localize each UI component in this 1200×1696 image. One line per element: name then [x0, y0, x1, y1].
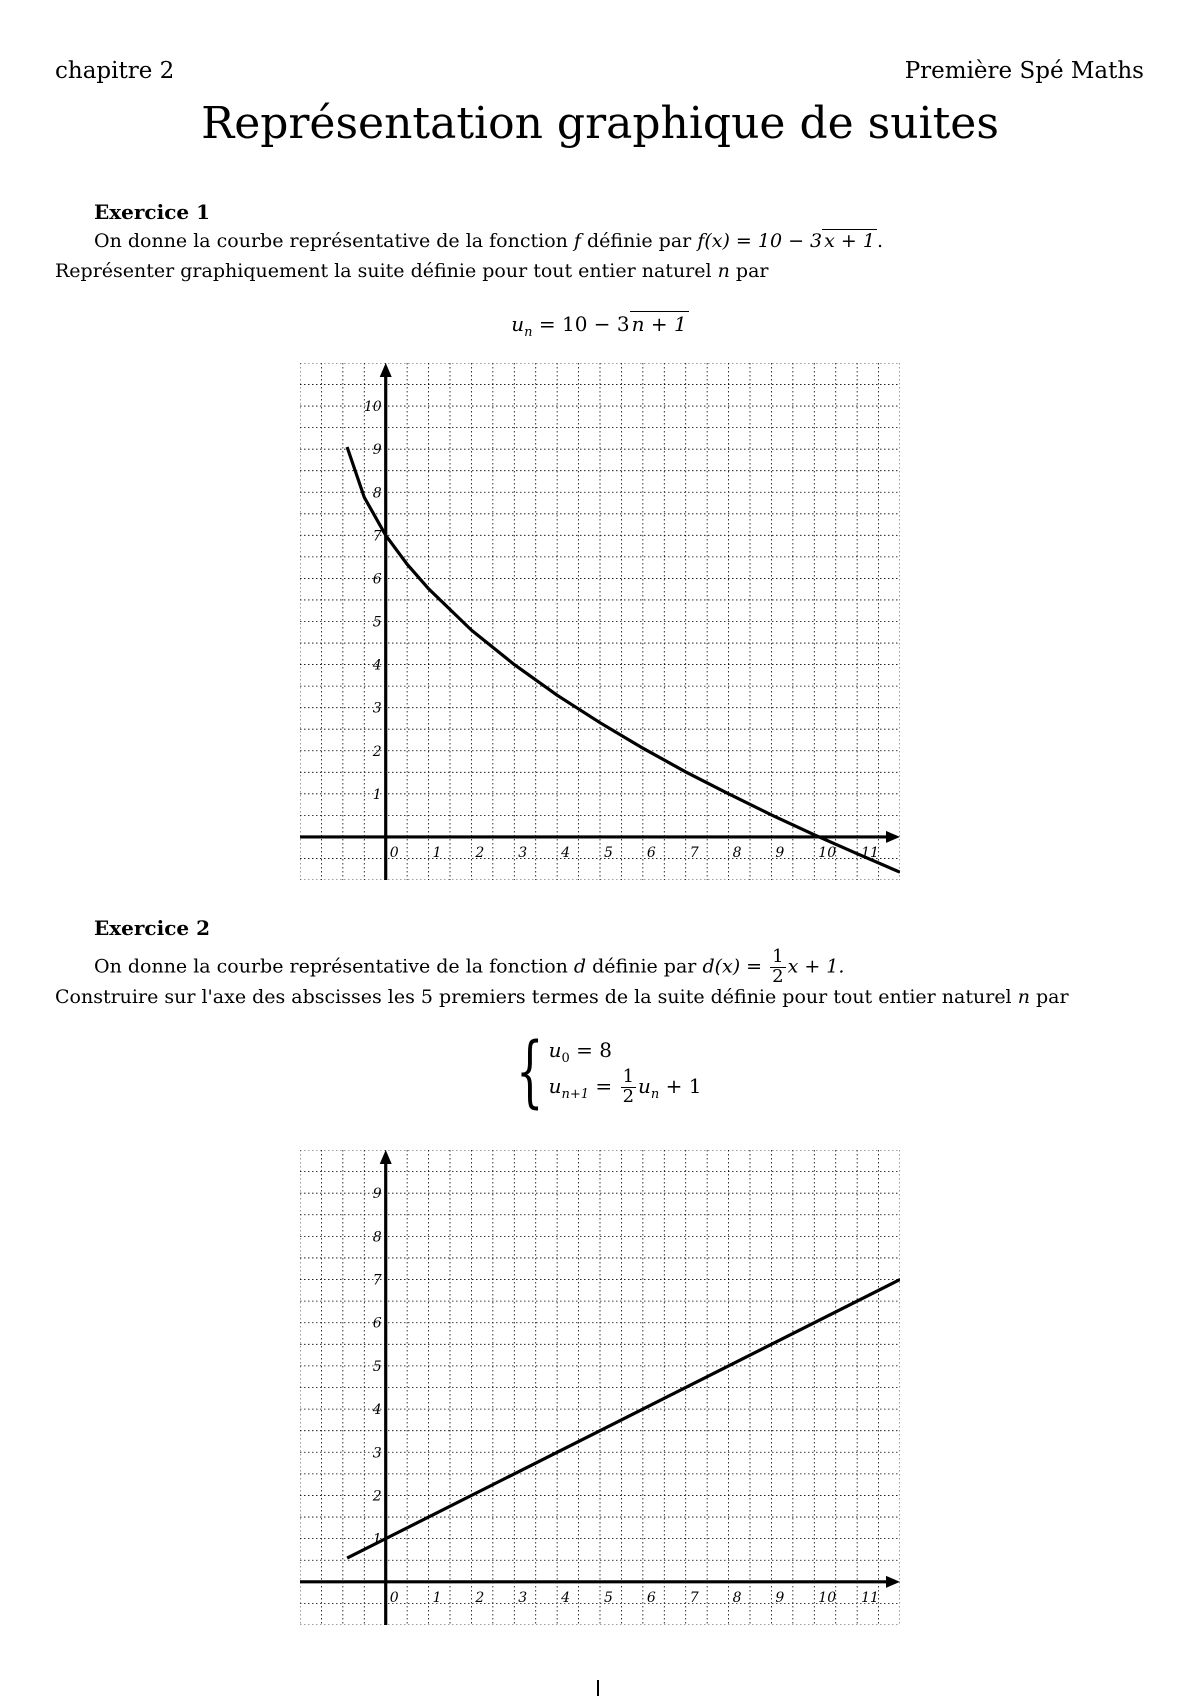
sys-fraction [621, 1065, 636, 1107]
chart-d [300, 1150, 900, 1625]
ex2-text-mid: définie par [586, 955, 703, 978]
sys-line1-rest: = 8 [569, 1038, 613, 1063]
ex2-fraction [770, 948, 785, 987]
ex1-line2-var: n [717, 260, 730, 282]
ex1-formula-root: x + 1 [824, 230, 875, 252]
ex2-fname: d [573, 955, 587, 978]
ex1-line2-end: par [729, 260, 769, 282]
graph-exercise-2 [300, 1150, 900, 1625]
exercise-1-heading: Exercice 1 [94, 200, 210, 224]
sys-u0-sub: 0 [561, 1051, 570, 1067]
y-tick-label: 2 [372, 743, 382, 760]
system-lines [549, 1037, 702, 1106]
series-curve [347, 447, 900, 872]
sys-un1-sub: n+1 [561, 1086, 590, 1102]
series-curve [347, 1280, 900, 1559]
ex2-text: On donne la courbe représentative de la fonction [94, 955, 574, 978]
x-tick-label: 11 [861, 844, 879, 861]
sys-un-sub: n [650, 1086, 660, 1102]
x-tick-label: 7 [689, 844, 699, 861]
ex2-line2-text: Construire sur l'axe des abscisses les 5 premiers termes de la suite définie pour tout entier naturel [55, 986, 1018, 1008]
y-tick-label: 3 [372, 1445, 382, 1462]
y-tick-label: 7 [372, 1272, 382, 1289]
y-tick-label: 9 [372, 442, 382, 459]
ex1-fname: f [573, 230, 581, 252]
x-tick-label: 0 [389, 844, 399, 861]
ex2-line2-var: n [1017, 986, 1030, 1008]
y-tick-label: 7 [372, 528, 382, 545]
ex1-un-sub: n [524, 325, 533, 340]
y-tick-label: 5 [372, 1358, 382, 1375]
y-tick-label: 3 [372, 700, 382, 717]
x-tick-label: 1 [432, 1589, 442, 1606]
ex1-text: On donne la courbe représentative de la fonction [94, 230, 574, 252]
x-axis-arrow-icon [886, 1576, 900, 1588]
ex2-frac-den: 2 [772, 965, 784, 987]
exercise-1-line-2 [55, 260, 769, 282]
graph-exercise-1 [300, 363, 900, 880]
course-label: Première Spé Maths [904, 58, 1144, 84]
x-tick-label: 8 [732, 1589, 742, 1606]
system-line-1 [549, 1037, 702, 1068]
y-tick-label: 1 [372, 786, 382, 803]
exercise-1-line-1 [94, 230, 883, 252]
x-tick-label: 7 [689, 1589, 699, 1606]
x-tick-label: 8 [732, 844, 742, 861]
x-tick-label: 4 [561, 844, 571, 861]
ex1-formula-root-n: n + 1 [631, 312, 687, 336]
chapter-label: chapitre 2 [55, 58, 175, 84]
x-tick-label: 10 [818, 844, 837, 861]
sys-line2-eq: = [589, 1073, 619, 1098]
y-tick-label: 10 [363, 399, 382, 416]
x-tick-label: 6 [646, 844, 656, 861]
y-tick-label: 4 [372, 1402, 382, 1419]
recurrence-system [505, 1027, 702, 1117]
y-tick-label: 5 [372, 614, 382, 631]
ex2-lhs: d(x) = [702, 955, 769, 978]
ex2-line2-end: par [1029, 986, 1069, 1008]
sys-line2-rest: + 1 [659, 1073, 702, 1098]
y-tick-label: 2 [372, 1488, 382, 1505]
y-tick-label: 4 [372, 657, 382, 674]
x-axis-arrow-icon [886, 831, 900, 843]
page-title: Représentation graphique de suites [201, 98, 999, 149]
sys-u0: u [548, 1038, 562, 1063]
ex2-rhs: x + 1. [787, 955, 845, 978]
x-tick-label: 3 [518, 1589, 528, 1606]
exercise-2-heading: Exercice 2 [94, 916, 210, 940]
brace-icon: { [516, 1027, 544, 1117]
x-tick-label: 11 [861, 1589, 879, 1606]
y-axis-arrow-icon [380, 1150, 392, 1164]
x-tick-label: 9 [775, 844, 785, 861]
x-tick-label: 5 [604, 1589, 613, 1606]
system-line-2 [548, 1065, 702, 1107]
ex1-formula-mid: = 10 − 3 [532, 312, 630, 336]
y-tick-label: 9 [372, 1186, 382, 1203]
x-tick-label: 0 [389, 1589, 399, 1606]
ex1-formula-lhs: f(x) = 10 − 3 [697, 230, 823, 252]
y-tick-label: 8 [372, 1229, 382, 1246]
y-tick-label: 1 [372, 1531, 382, 1548]
x-tick-label: 5 [604, 844, 613, 861]
sys-un: u [638, 1073, 651, 1098]
chart-f [300, 363, 900, 880]
ex1-un: u [511, 312, 525, 336]
y-tick-label: 8 [372, 485, 382, 502]
x-tick-label: 6 [646, 1589, 656, 1606]
x-tick-label: 1 [432, 844, 442, 861]
y-tick-label: 6 [372, 1315, 382, 1332]
exercise-1-formula [0, 312, 1200, 340]
sys-frac-num: 1 [622, 1065, 635, 1087]
sys-un1: u [548, 1073, 562, 1098]
sys-frac-den: 2 [622, 1085, 635, 1107]
y-tick-label: 6 [372, 571, 382, 588]
ex1-text-mid: définie par [580, 230, 698, 252]
x-tick-label: 9 [775, 1589, 785, 1606]
exercise-2-line-1 [94, 948, 844, 987]
ex1-line1-end: . [876, 230, 884, 252]
exercise-2-line-2 [55, 986, 1069, 1008]
x-tick-label: 4 [561, 1589, 571, 1606]
x-tick-label: 2 [475, 1589, 485, 1606]
x-tick-label: 2 [475, 844, 485, 861]
x-tick-label: 3 [518, 844, 528, 861]
page-marker [597, 1680, 599, 1696]
ex2-frac-num: 1 [772, 946, 784, 967]
ex1-line2-text: Représenter graphiquement la suite définie pour tout entier naturel [55, 260, 718, 282]
x-tick-label: 10 [818, 1589, 837, 1606]
y-axis-arrow-icon [380, 363, 392, 377]
